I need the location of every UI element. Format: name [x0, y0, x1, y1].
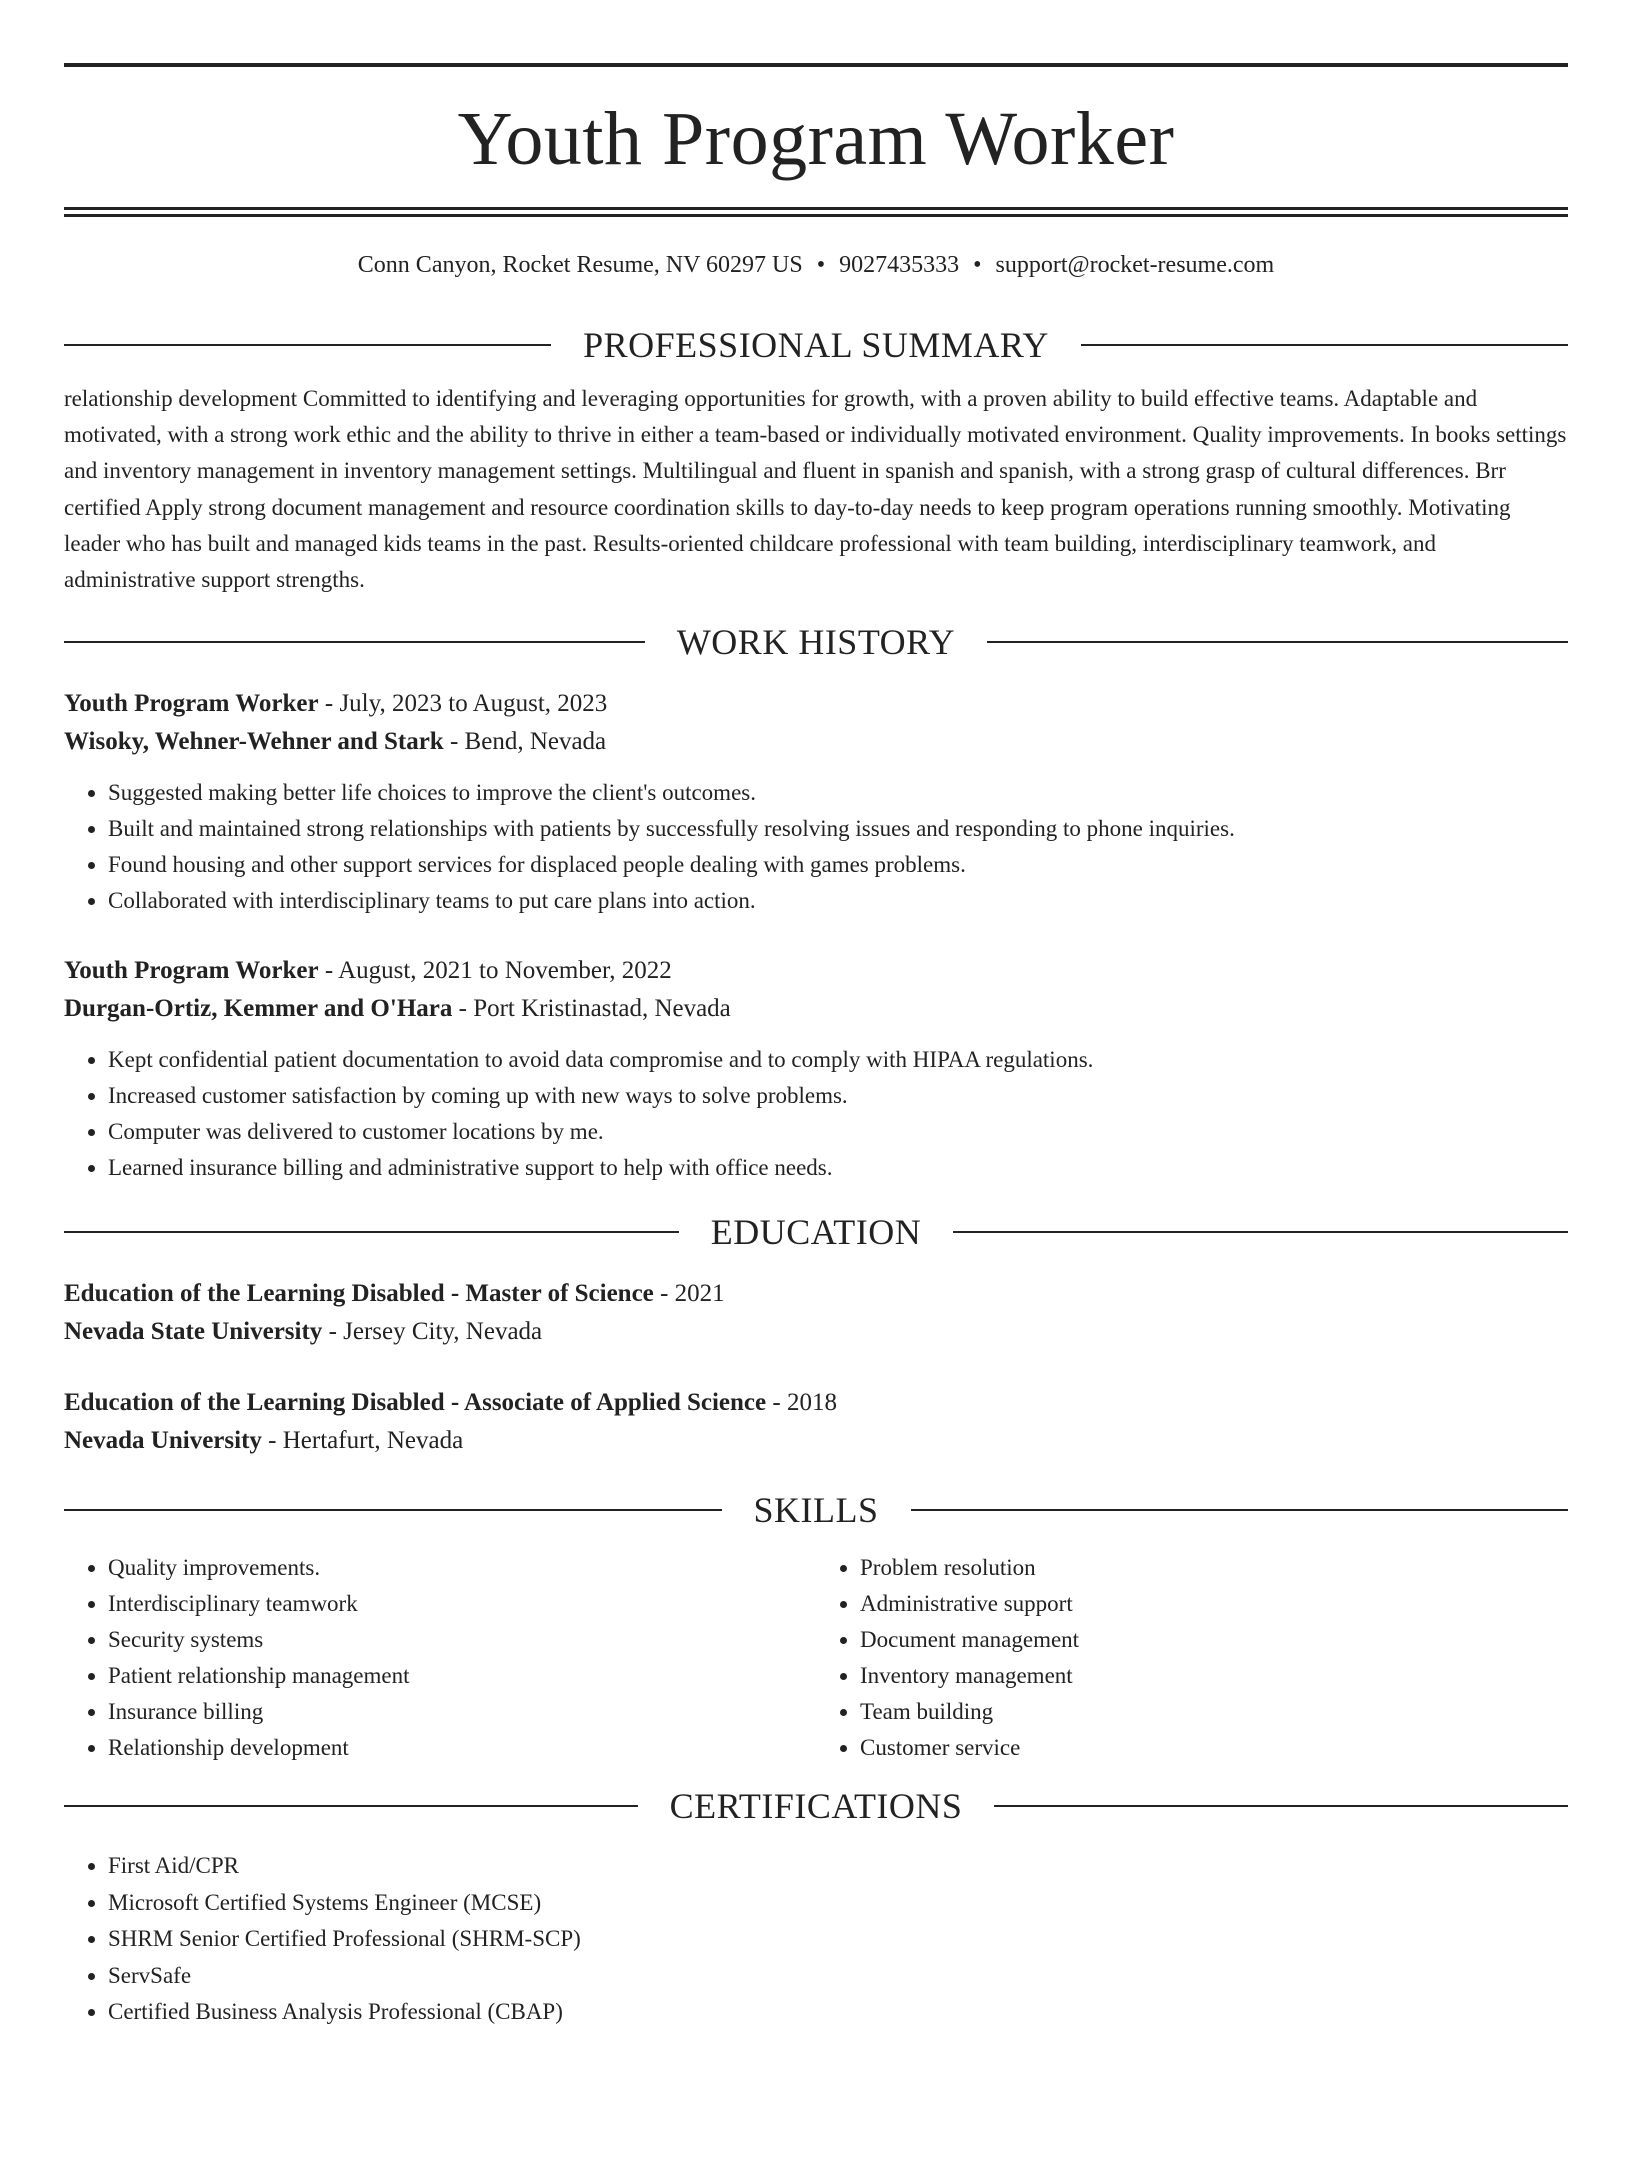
job-title: Youth Program Worker [64, 690, 319, 718]
education-school-line [64, 1313, 1568, 1351]
education-entry [64, 1275, 1568, 1351]
contact-address: Conn Canyon, Rocket Resume, NV 60297 US [357, 252, 803, 278]
job-bullets [64, 1042, 1568, 1186]
contact-email: support@rocket-resume.com [995, 252, 1275, 278]
job-bullet: • Collaborated with interdisciplinary teams to put care plans into action. [108, 883, 1568, 919]
job-company: Durgan-Ortiz, Kemmer and O'Hara [64, 995, 453, 1023]
job-bullet: • Kept confidential patient documentation to avoid data compromise and to comply with HIPAA regulations. [108, 1042, 1568, 1078]
education-location: - Hertafurt, Nevada [261, 1427, 464, 1455]
skill-item: • Inventory management [860, 1658, 1568, 1694]
education-degree: Education of the Learning Disabled - Master of Science [64, 1280, 654, 1308]
certifications-list [64, 1848, 1568, 2031]
certifications-heading-label: CERTIFICATIONS [669, 1786, 963, 1827]
job-company-line [64, 723, 1568, 761]
job-bullet: • Increased customer satisfaction by coming up with new ways to solve problems. [108, 1078, 1568, 1114]
job-bullets [64, 775, 1568, 919]
certification-item: • SHRM Senior Certified Professional (SHRM-SCP) [108, 1921, 1568, 1958]
skills-heading [64, 1490, 1568, 1531]
education-degree: Education of the Learning Disabled - Associate of Applied Science [64, 1389, 767, 1417]
certification-item: • ServSafe [108, 1958, 1568, 1995]
contact-line [64, 253, 1568, 277]
summary-text: relationship development Committed to identifying and leveraging opportunities for growth, with a proven ability to build effective teams. Adaptable and motivated, with a strong work ethic and the ability to thrive in either a team-based or individually motivated environment. Quality improvements. In books settings and inventory management in inventory management settings. Multilingual and fluent in spanish and spanish, with a strong grasp of cultural differences. Brr certified Apply strong document management and resource coordination skills to day-to-day needs to keep program operations running smoothly. Motivating leader who has built and managed kids teams in the past. Results-oriented childcare professional with team building, interdisciplinary teamwork, and administrative support strengths. [64, 386, 1567, 593]
education-heading [64, 1212, 1568, 1253]
education-entry [64, 1384, 1568, 1460]
job-dates: - July, 2023 to August, 2023 [318, 690, 608, 718]
double-rule [64, 207, 1568, 217]
skill-item: • Patient relationship management [108, 1658, 816, 1694]
job-location: - Bend, Nevada [443, 728, 607, 756]
job-entry [64, 952, 1568, 1186]
contact-separator: • [973, 252, 982, 278]
education-year: - 2021 [653, 1280, 725, 1308]
summary-heading-label: PROFESSIONAL SUMMARY [583, 325, 1049, 365]
education-school: Nevada State University [64, 1318, 323, 1346]
skills-heading-label: SKILLS [753, 1490, 879, 1531]
skill-item: • Interdisciplinary teamwork [108, 1586, 816, 1622]
skill-item: • Team building [860, 1694, 1568, 1730]
work-history-heading [64, 622, 1568, 663]
summary-heading [64, 327, 1568, 363]
education-school: Nevada University [64, 1427, 262, 1455]
skill-item: • Administrative support [860, 1586, 1568, 1622]
education-degree-line [64, 1384, 1568, 1422]
skills-grid [64, 1550, 1568, 1766]
skills-column-right [816, 1550, 1568, 1766]
job-bullet: • Found housing and other support services for displaced people dealing with games problems. [108, 847, 1568, 883]
job-title-line [64, 952, 1568, 990]
resume-name: Youth Program Worker [457, 97, 1175, 181]
job-bullet: • Computer was delivered to customer locations by me. [108, 1114, 1568, 1150]
job-company-line [64, 990, 1568, 1028]
certification-item: • First Aid/CPR [108, 1848, 1568, 1885]
job-entry [64, 685, 1568, 919]
contact-separator: • [816, 252, 826, 278]
job-company: Wisoky, Wehner-Wehner and Stark [64, 728, 444, 756]
job-bullet: • Suggested making better life choices to improve the client's outcomes. [108, 775, 1568, 811]
resume-page [0, 63, 1632, 2175]
certification-item: • Microsoft Certified Systems Engineer (MCSE) [108, 1885, 1568, 1922]
education-year: - 2018 [766, 1389, 837, 1417]
education-heading-label: EDUCATION [710, 1212, 922, 1253]
job-location: - Port Kristinastad, Nevada [452, 995, 731, 1023]
work-history-heading-label: WORK HISTORY [676, 622, 956, 663]
job-bullet: • Learned insurance billing and administrative support to help with office needs. [108, 1150, 1568, 1186]
skills-column-left [64, 1550, 816, 1766]
skill-item: • Relationship development [108, 1730, 816, 1766]
certification-item: • Certified Business Analysis Professional (CBAP) [108, 1994, 1568, 2031]
skill-item: • Customer service [860, 1730, 1568, 1766]
job-dates: - August, 2021 to November, 2022 [318, 957, 672, 985]
certifications-heading [64, 1786, 1568, 1827]
education-school-line [64, 1422, 1568, 1460]
skill-item: • Quality improvements. [108, 1550, 816, 1586]
job-title: Youth Program Worker [64, 957, 319, 985]
education-location: - Jersey City, Nevada [322, 1318, 543, 1346]
skill-item: • Problem resolution [860, 1550, 1568, 1586]
skill-item: • Document management [860, 1622, 1568, 1658]
skill-item: • Insurance billing [108, 1694, 816, 1730]
education-degree-line [64, 1275, 1568, 1313]
contact-phone: 9027435333 [839, 252, 960, 278]
job-title-line [64, 685, 1568, 723]
job-bullet: • Built and maintained strong relationships with patients by successfully resolving issues and responding to phone inquiries. [108, 811, 1568, 847]
skill-item: • Security systems [108, 1622, 816, 1658]
top-rule [64, 63, 1568, 67]
